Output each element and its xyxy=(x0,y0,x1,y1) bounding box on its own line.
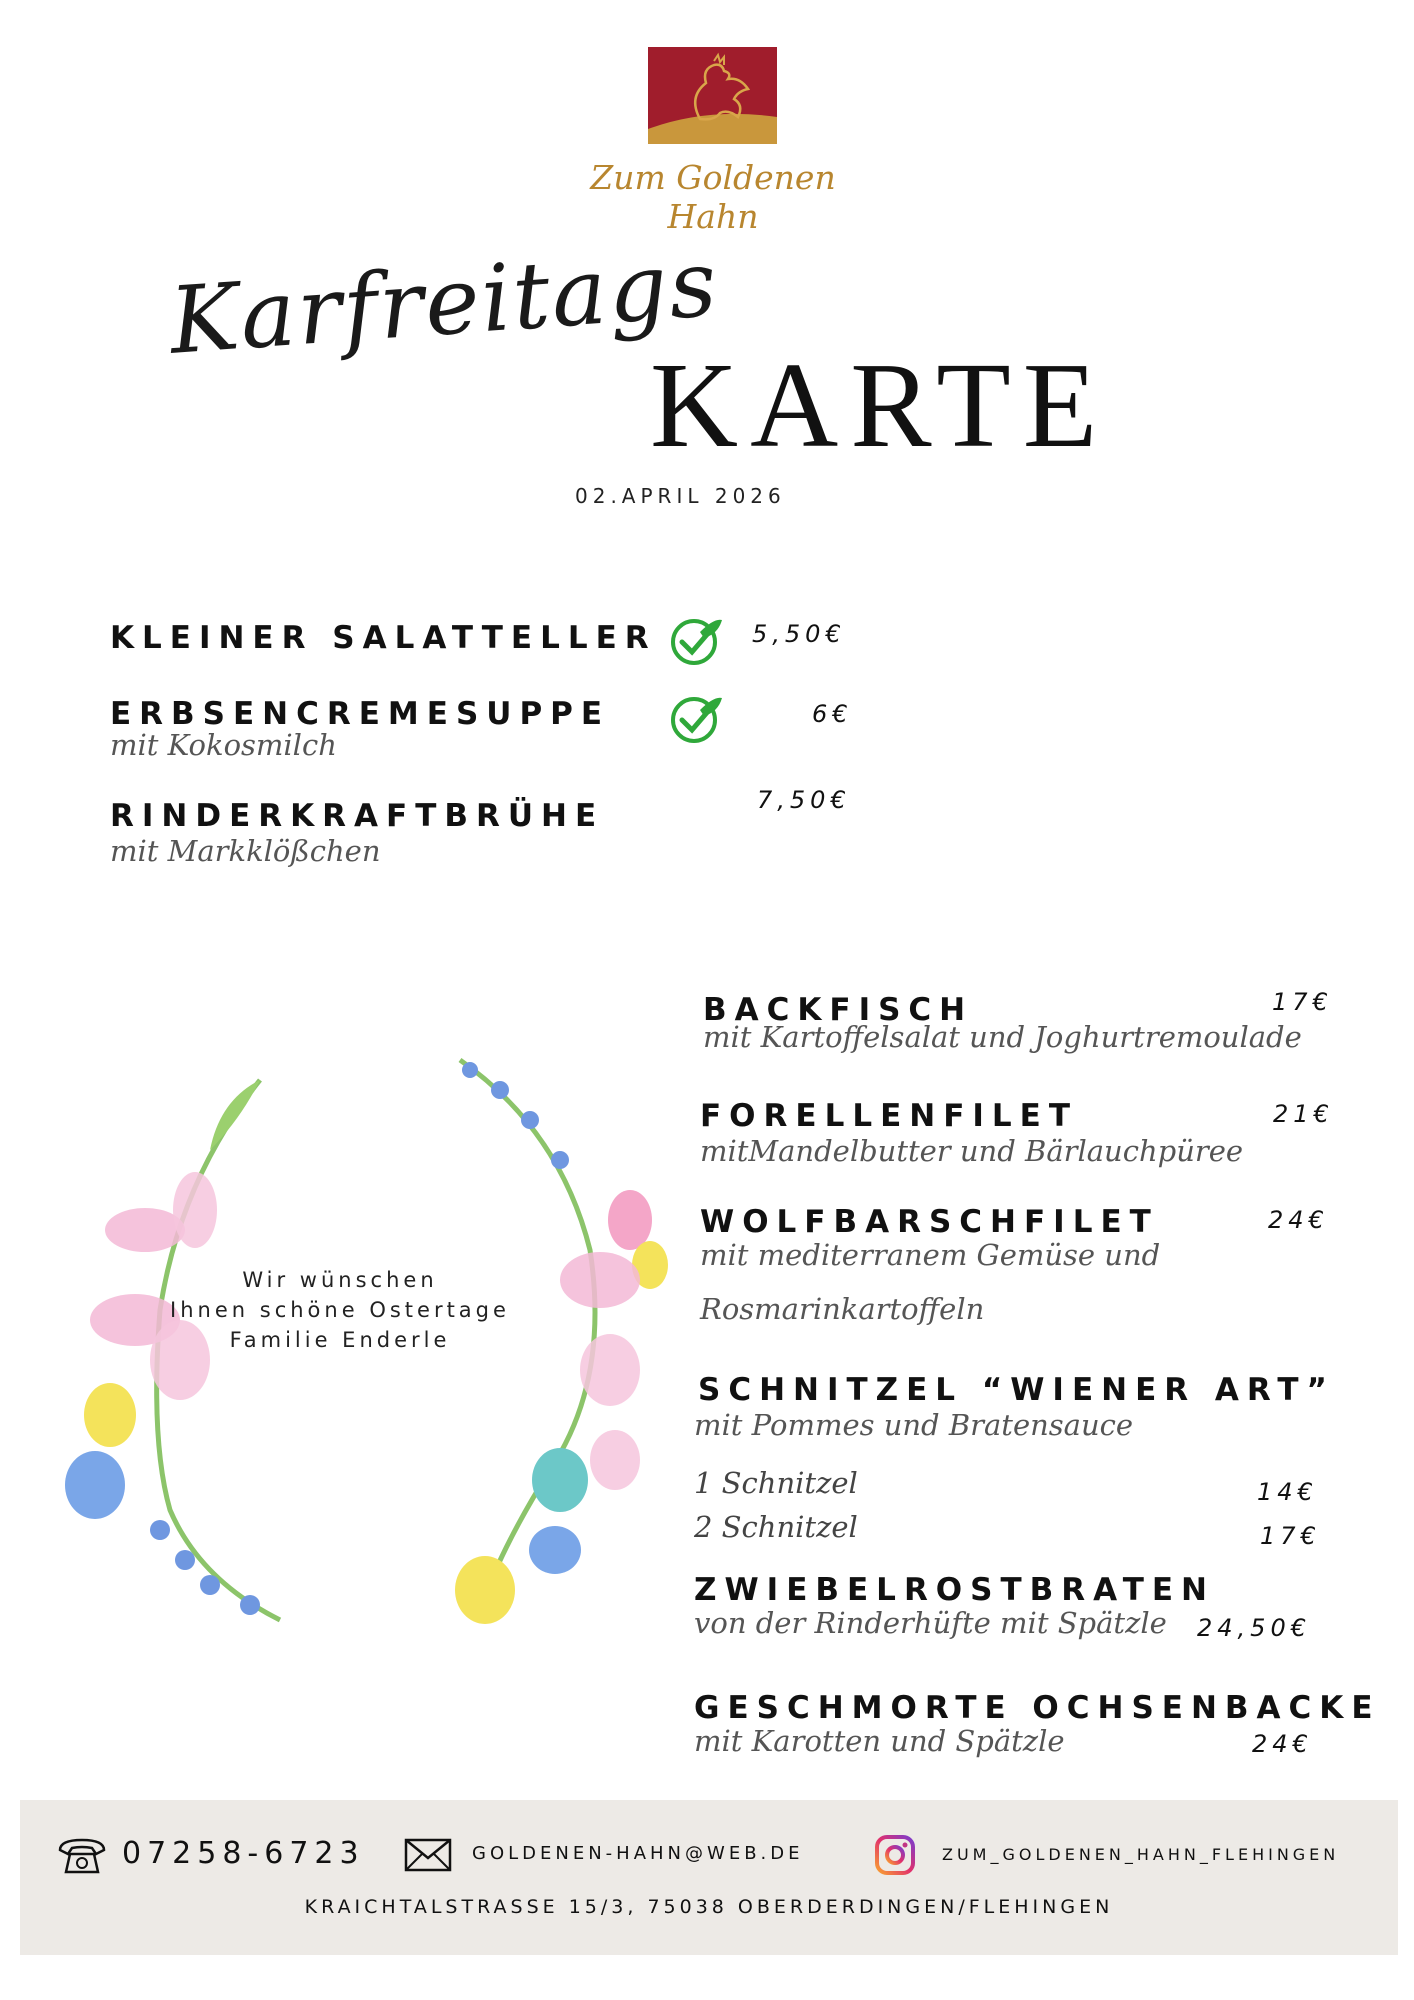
greeting-line: Wir wünschen xyxy=(242,1268,438,1292)
instagram-handle[interactable]: ZUM_GOLDENEN_HAHN_FLEHINGEN xyxy=(942,1845,1340,1864)
dish-price: 14€ xyxy=(1257,1478,1318,1506)
dish-name: SCHNITZEL “WIENER ART” xyxy=(698,1372,1335,1408)
greeting-line: Ihnen schöne Ostertage xyxy=(170,1298,510,1322)
footer xyxy=(20,1800,1398,1955)
mail-icon xyxy=(404,1838,452,1872)
dish-name: WOLFBARSCHFILET xyxy=(700,1204,1159,1240)
logo-rooster xyxy=(648,47,777,144)
dish-description: Rosmarinkartoffeln xyxy=(700,1292,985,1326)
dish-price: 7,50€ xyxy=(757,786,851,814)
option-label: Schnitzel xyxy=(721,1510,858,1544)
greeting-line: Familie Enderle xyxy=(229,1328,451,1352)
email-address[interactable]: GOLDENEN-HAHN@WEB.DE xyxy=(472,1843,804,1864)
dish-description: mit Markklößchen xyxy=(110,834,381,868)
dish-price: 17€ xyxy=(1272,988,1333,1016)
dish-price: 5,50€ xyxy=(752,620,846,648)
dish-description: mit Kartoffelsalat und Joghurtremoulade xyxy=(703,1020,1302,1054)
option-number: 1 xyxy=(694,1466,713,1500)
dish-price: 6€ xyxy=(812,700,853,728)
dish-name: ZWIEBELROSTBRATEN xyxy=(694,1572,1215,1608)
dish-price: 24€ xyxy=(1268,1206,1329,1234)
dish-price: 24,50€ xyxy=(1197,1614,1311,1642)
vegan-check-icon xyxy=(670,614,722,666)
dish-description: mitMandelbutter und Bärlauchpüree xyxy=(700,1134,1244,1168)
page-title: KARTE xyxy=(650,338,1110,473)
schnitzel-option xyxy=(694,1510,858,1544)
schnitzel-option xyxy=(694,1466,858,1500)
script-title: Karfreitags xyxy=(166,229,722,375)
address: KRAICHTALSTRASSE 15/3, 75038 OBERDERDINGEN/FLEHINGEN xyxy=(304,1896,1114,1918)
dish-name: KLEINER SALATTELLER xyxy=(110,620,657,656)
dish-description: mit Karotten und Spätzle xyxy=(694,1724,1065,1758)
phone-icon xyxy=(56,1836,108,1876)
rooster-icon xyxy=(648,47,777,144)
option-number: 2 xyxy=(694,1510,713,1544)
greeting xyxy=(130,1265,550,1355)
dish-name: BACKFISCH xyxy=(703,992,974,1028)
dish-name: GESCHMORTE OCHSENBACKE xyxy=(694,1690,1381,1726)
dish-name: RINDERKRAFTBRÜHE xyxy=(110,798,605,834)
dish-price: 24€ xyxy=(1252,1730,1313,1758)
instagram-icon xyxy=(874,1834,916,1876)
dish-description: von der Rinderhüfte mit Spätzle xyxy=(694,1606,1167,1640)
phone-number[interactable]: 07258-6723 xyxy=(122,1836,365,1871)
menu-date: 02.APRIL 2026 xyxy=(575,484,786,508)
dish-description: mit mediterranem Gemüse und xyxy=(700,1238,1161,1272)
brand-name: Zum Goldenen Hahn xyxy=(590,158,836,236)
dish-description: mit Kokosmilch xyxy=(110,728,337,762)
dish-name: FORELLENFILET xyxy=(700,1098,1078,1134)
option-label: Schnitzel xyxy=(721,1466,858,1500)
dish-price: 21€ xyxy=(1273,1100,1334,1128)
dish-description: mit Pommes und Bratensauce xyxy=(694,1408,1134,1442)
dish-price: 17€ xyxy=(1260,1522,1321,1550)
dish-name: ERBSENCREMESUPPE xyxy=(110,696,611,732)
vegan-check-icon xyxy=(670,692,722,744)
